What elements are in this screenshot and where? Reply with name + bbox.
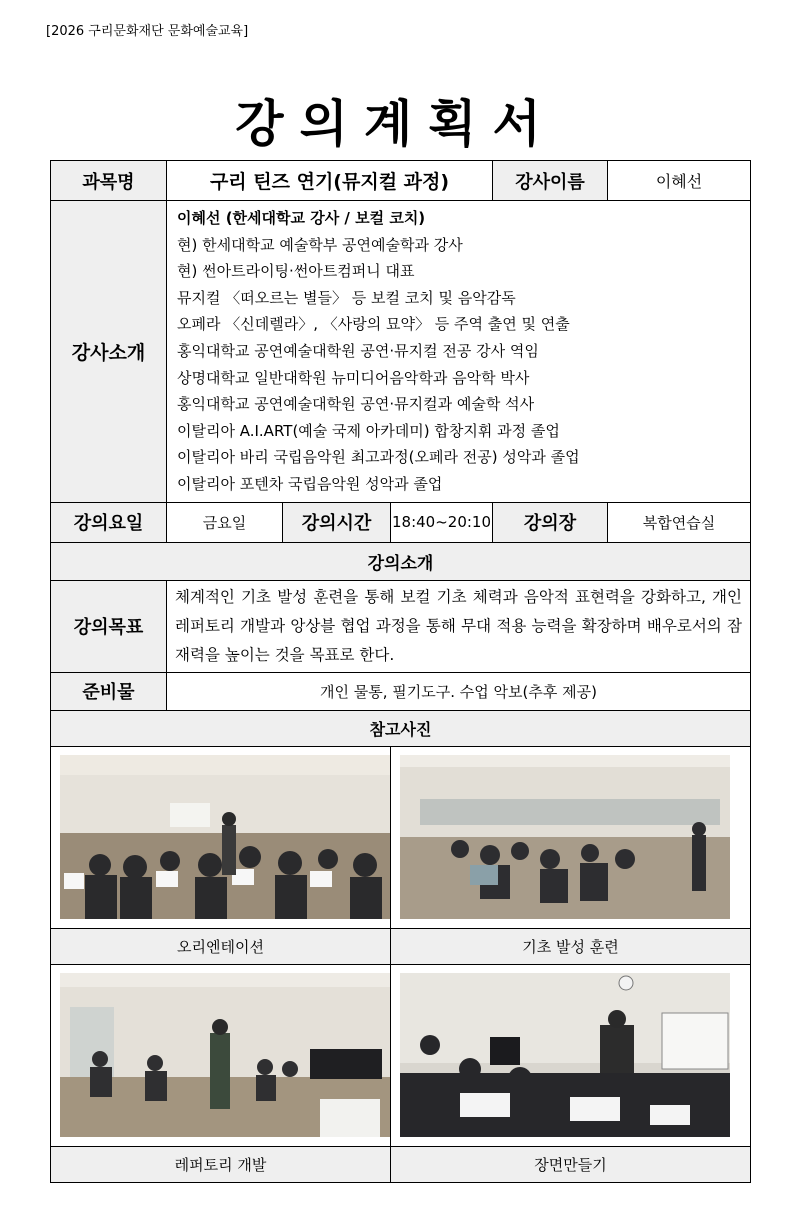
lecture-time-label: 강의시간 bbox=[283, 502, 391, 542]
lecture-intro-header-row bbox=[51, 542, 751, 580]
intro-line: 이혜선 (한세대학교 강사 / 보컬 코치) bbox=[177, 209, 426, 227]
photo-repertoire bbox=[60, 973, 390, 1137]
intro-line: 현) 한세대학교 예술학부 공연예술학과 강사 bbox=[177, 235, 463, 254]
photo-cell bbox=[391, 964, 751, 1146]
lecture-goal-label: 강의목표 bbox=[51, 580, 167, 672]
photo-caption: 오리엔테이션 bbox=[51, 928, 391, 964]
photo-cell bbox=[51, 746, 391, 928]
instructor-intro-content bbox=[167, 201, 751, 503]
header-note: [2026 구리문화재단 문화예술교육] bbox=[46, 24, 249, 39]
materials-value: 개인 물통, 필기도구. 수업 악보(추후 제공) bbox=[167, 672, 751, 710]
intro-line: 뮤지컬 〈떠오르는 별들〉 등 보컬 코치 및 음악감독 bbox=[177, 288, 516, 307]
goal-row bbox=[51, 580, 751, 672]
photo-cell bbox=[51, 964, 391, 1146]
photo-caption: 레퍼토리 개발 bbox=[51, 1146, 391, 1182]
lecture-place-value: 복합연습실 bbox=[608, 502, 751, 542]
captions-row-2 bbox=[51, 1146, 751, 1182]
photo-caption: 기초 발성 훈련 bbox=[391, 928, 751, 964]
course-row bbox=[51, 161, 751, 201]
intro-line: 홍익대학교 공연예술대학원 공연·뮤지컬과 예술학 석사 bbox=[177, 395, 535, 414]
intro-row bbox=[51, 201, 751, 503]
intro-line: 현) 썬아트라이팅·썬아트컴퍼니 대표 bbox=[177, 262, 415, 281]
lecture-day-value: 금요일 bbox=[167, 502, 283, 542]
lecture-time-value: 18:40~20:10 bbox=[391, 502, 493, 542]
intro-line: 이탈리아 A.I.ART(예술 국제 아카데미) 합창지휘 과정 졸업 bbox=[177, 421, 560, 440]
lecture-intro-header: 강의소개 bbox=[51, 542, 751, 580]
schedule-row bbox=[51, 502, 751, 542]
lecture-plan-table bbox=[50, 160, 751, 1183]
photos-row-2 bbox=[51, 964, 751, 1146]
instructor-intro-label: 강사소개 bbox=[51, 201, 167, 503]
photos-header-row bbox=[51, 710, 751, 746]
instructor-name-value: 이혜선 bbox=[608, 161, 751, 201]
photos-row-1 bbox=[51, 746, 751, 928]
course-name-label: 과목명 bbox=[51, 161, 167, 201]
materials-row bbox=[51, 672, 751, 710]
lecture-goal-text: 체계적인 기초 발성 훈련을 통해 보컬 기초 체력과 음악적 표현력을 강화하고, 개인 레퍼토리 개발과 앙상블 협업 과정을 통해 무대 적용 능력을 확장하며 배우로서의 잠재력을 높이는 것을 목표로 한다. bbox=[167, 580, 751, 672]
photo-scene-making bbox=[400, 973, 730, 1137]
photo-orientation bbox=[60, 755, 390, 919]
photo-vocal-training bbox=[400, 755, 730, 919]
intro-line: 이탈리아 바리 국립음악원 최고과정(오페라 전공) 성악과 졸업 bbox=[177, 448, 580, 467]
lecture-place-label: 강의장 bbox=[493, 502, 608, 542]
page-title: 강의계획서 bbox=[235, 95, 557, 153]
photos-header: 참고사진 bbox=[51, 710, 751, 746]
materials-label: 준비물 bbox=[51, 672, 167, 710]
intro-line: 홍익대학교 공연예술대학원 공연·뮤지컬 전공 강사 역임 bbox=[177, 341, 539, 360]
intro-line: 이탈리아 포텐차 국립음악원 성악과 졸업 bbox=[177, 474, 443, 493]
photo-caption: 장면만들기 bbox=[391, 1146, 751, 1182]
course-name-value: 구리 틴즈 연기(뮤지컬 과정) bbox=[167, 161, 493, 201]
instructor-name-label: 강사이름 bbox=[493, 161, 608, 201]
captions-row-1 bbox=[51, 928, 751, 964]
intro-line: 상명대학교 일반대학원 뉴미디어음악학과 음악학 박사 bbox=[177, 368, 530, 387]
intro-line: 오페라 〈신데렐라〉, 〈사랑의 묘약〉 등 주역 출연 및 연출 bbox=[177, 315, 570, 334]
photo-cell bbox=[391, 746, 751, 928]
lecture-day-label: 강의요일 bbox=[51, 502, 167, 542]
